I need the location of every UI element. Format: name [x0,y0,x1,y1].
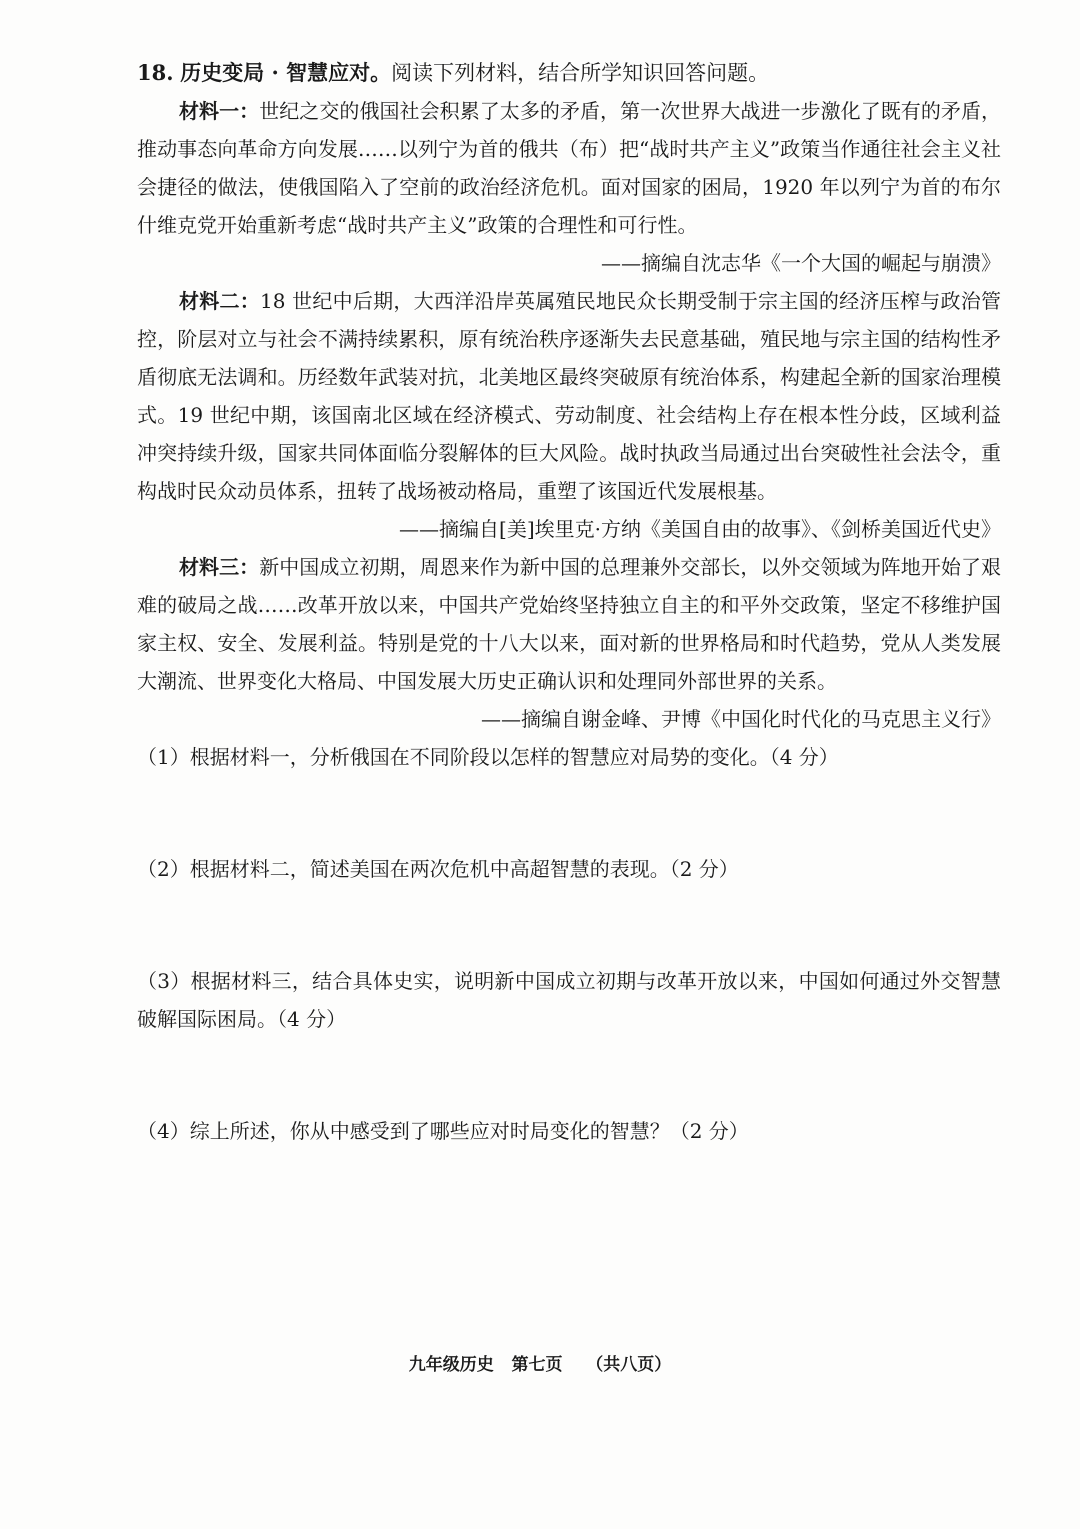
material-three-text: 新中国成立初期，周恩来作为新中国的总理兼外交部长，以外交领域为阵地开始了艰难的破局之战……改革开放以来，中国共产党始终坚持独立自主的和平外交政策，坚定不移维护国家主权、安全、发展利益。特别是党的十八大以来，面对新的世界格局和时代趋势，党从人类发展大潮流、世界变化大格局、中国发展大历史正确认识和处理同外部世界的关系。 [137,555,1002,693]
material-two-label: 材料二： [179,289,261,313]
material-three [137,548,1001,700]
material-one [137,92,1001,244]
material-two-text: 18 世纪中后期，大西洋沿岸英属殖民地民众长期受制于宗主国的经济压榨与政治管控，阶层对立与社会不满持续累积，原有统治秩序逐渐失去民意基础，殖民地与宗主国的结构性矛盾彻底无法调和。历经数年武装对抗，北美地区最终突破原有统治体系，构建起全新的国家治理模式。19 世纪中期，该国南北区域在经济模式、劳动制度、社会结构上存在根本性分歧，区域利益冲突持续升级，国家共同体面临分裂解体的巨大风险。战时执政当局通过出台突破性社会法令，重构战时民众动员体系，扭转了战场被动格局，重塑了该国近代发展根基。 [137,289,1001,503]
question-block [137,54,1001,1270]
sub-question-3: （3）根据材料三，结合具体史实，说明新中国成立初期与改革开放以来，中国如何通过外交智慧破解国际困局。（4 分） [137,969,1001,1031]
answer-space-3[interactable] [137,1038,1001,1112]
sub-question-1: （1）根据材料一，分析俄国在不同阶段以怎样的智慧应对局势的变化。（4 分） [137,745,839,769]
question-topic: 历史变局 · 智慧应对。 [180,60,392,85]
material-two [137,282,1001,510]
material-two-source: ——摘编自[美]埃里克·方纳《美国自由的故事》、《剑桥美国近代史》 [399,517,1001,541]
answer-space-2[interactable] [137,888,1001,962]
answer-space-1[interactable] [137,776,1001,850]
material-three-source: ——摘编自谢金峰、尹博《中国化时代化的马克思主义行》 [481,707,1001,731]
question-number: 18. [137,60,174,85]
page-footer: 九年级历史 第七页 （共八页） [408,1355,672,1375]
material-one-label: 材料一： [179,99,260,123]
material-one-text: 世纪之交的俄国社会积累了太多的矛盾，第一次世界大战进一步激化了既有的矛盾，推动事态向革命方向发展……以列宁为首的俄共（布）把“战时共产主义”政策当作通往社会主义社会捷径的做法，使俄国陷入了空前的政治经济危机。面对国家的困局，1920 年以列宁为首的布尔什维克党开始重新考虑“战时共产主义”政策的合理性和可行性。 [137,99,1002,237]
sub-question-2: （2）根据材料二，简述美国在两次危机中高超智慧的表现。（2 分） [137,857,739,881]
question-instruction: 阅读下列材料，结合所学知识回答问题。 [391,61,770,85]
material-one-source: ——摘编自沈志华《一个大国的崛起与崩溃》 [601,251,1001,275]
sub-question-4: （4）综上所述，你从中感受到了哪些应对时局变化的智慧？（2 分） [137,1119,749,1143]
question-header [137,54,1001,92]
material-three-label: 材料三： [179,555,260,579]
answer-space-4[interactable] [137,1150,1001,1270]
